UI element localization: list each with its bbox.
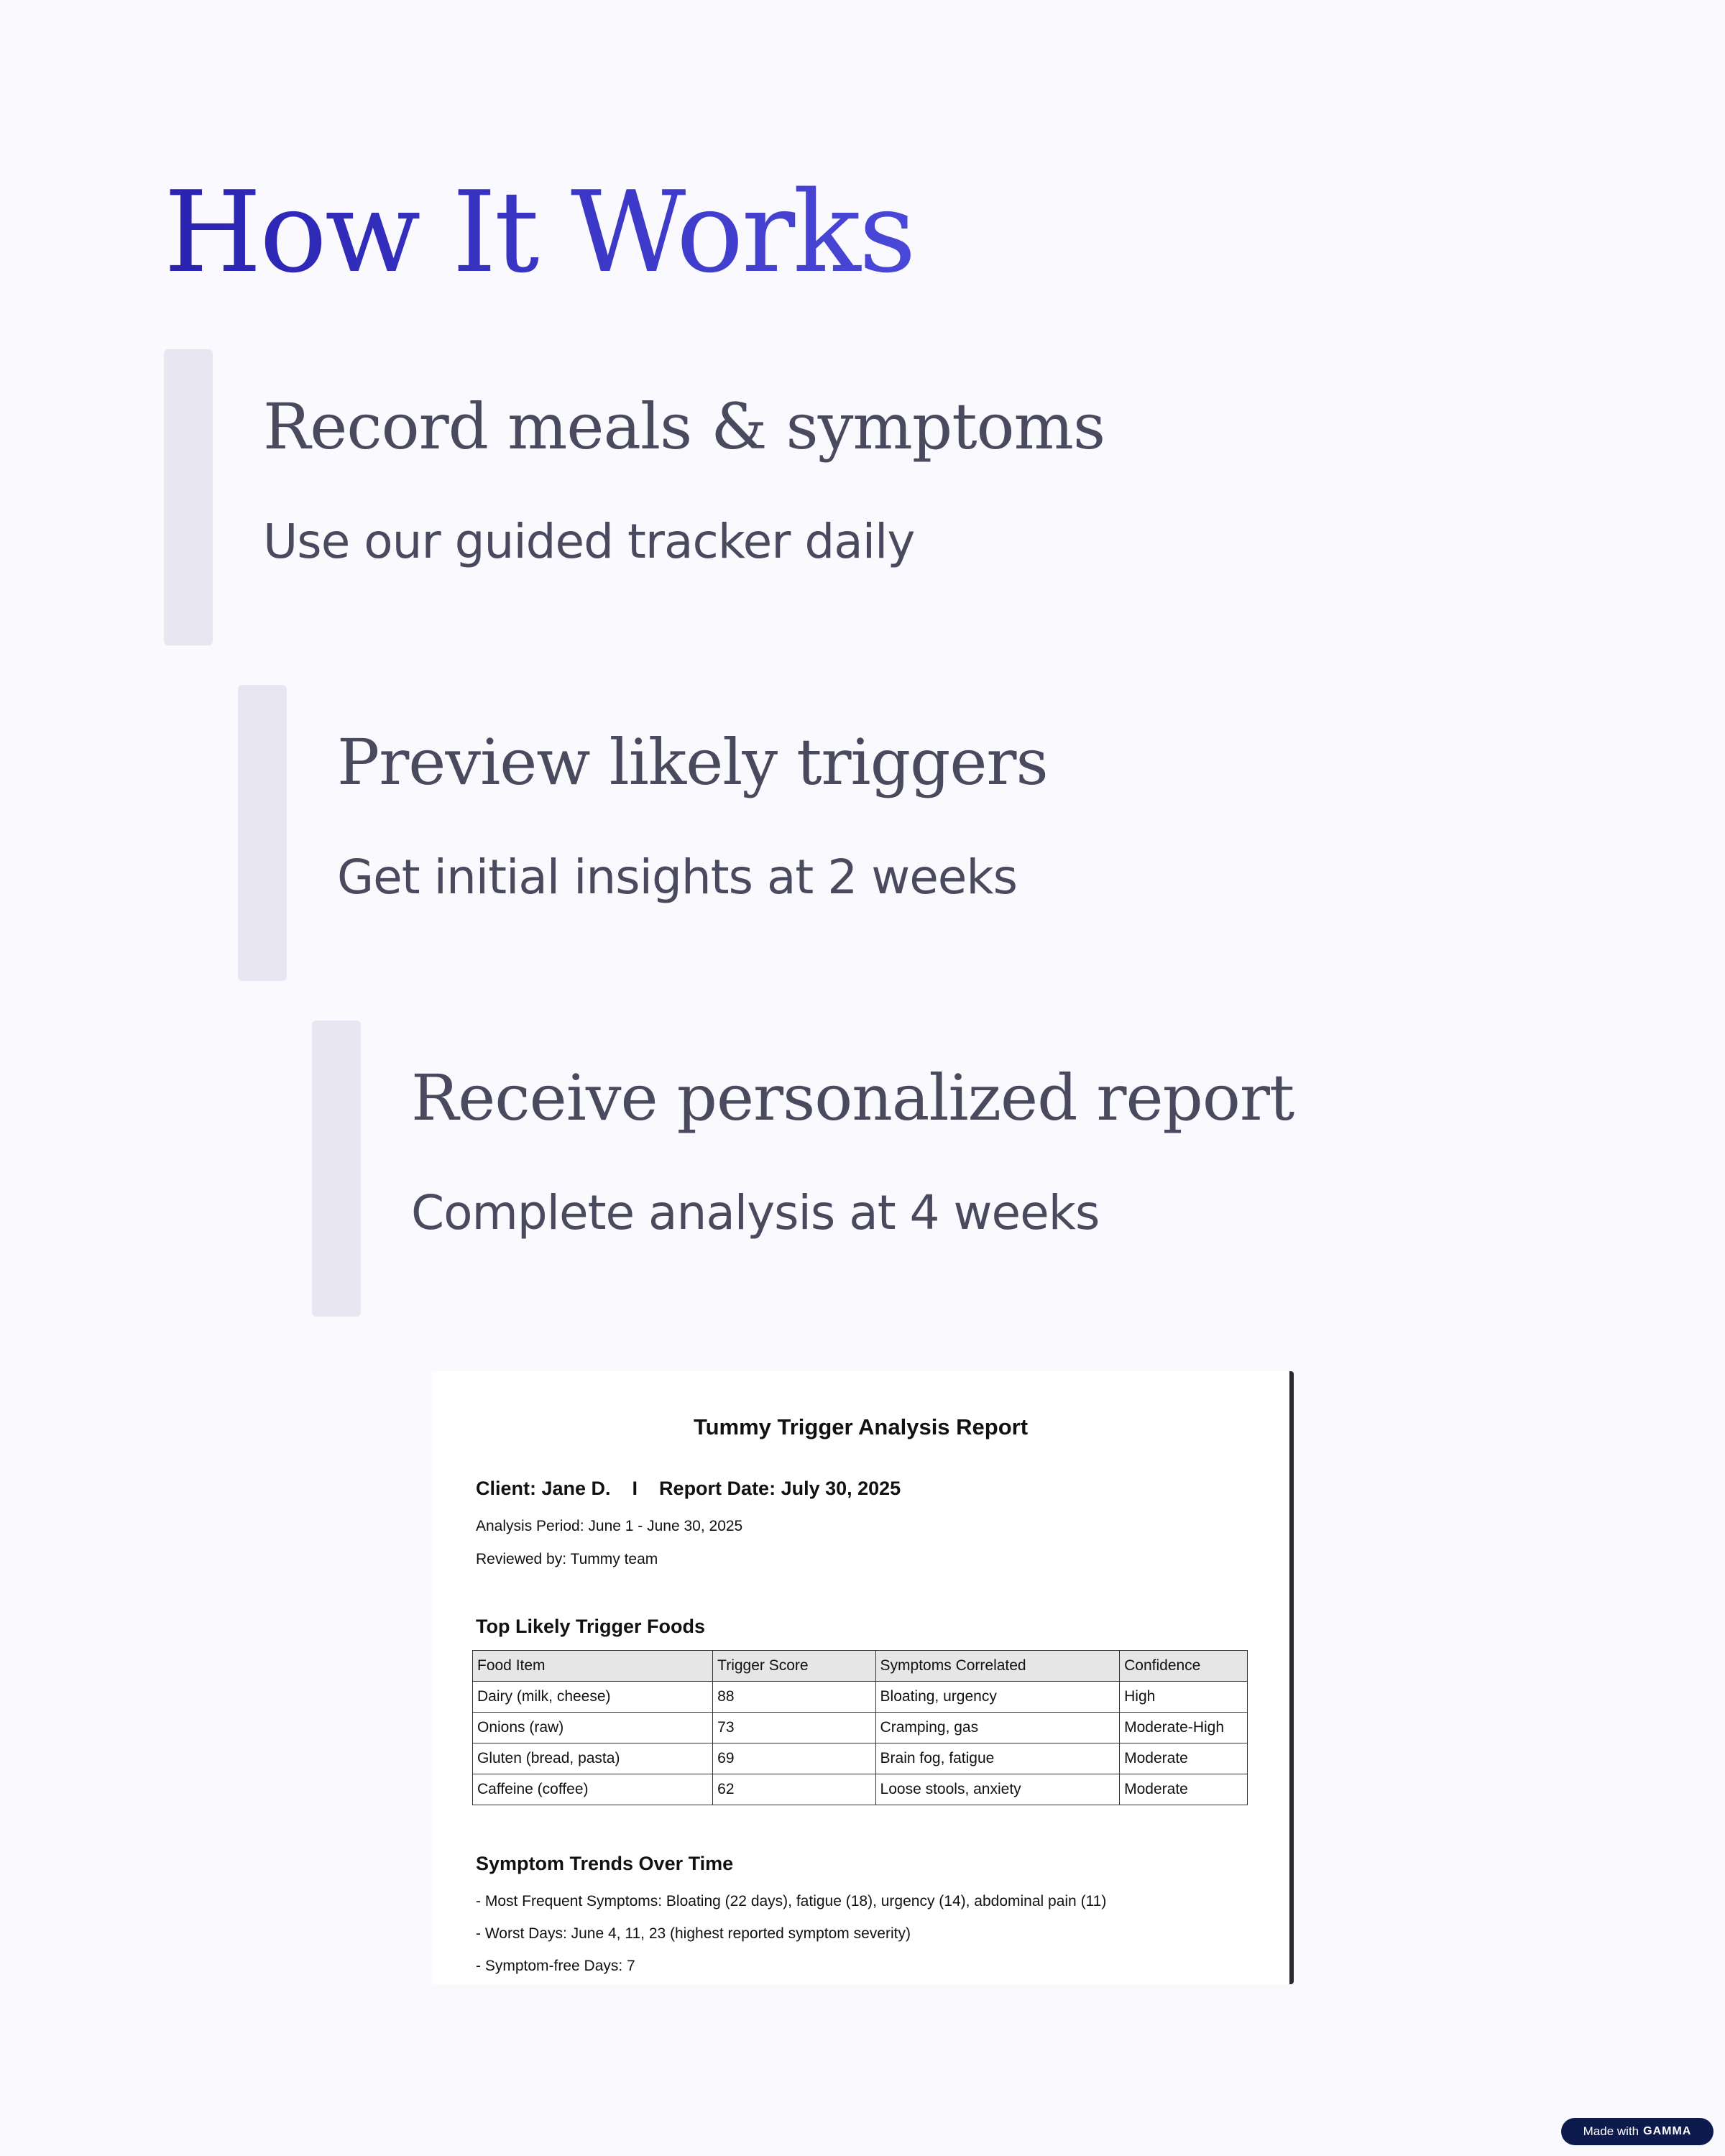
made-with-gamma-badge[interactable] — [1561, 2118, 1714, 2145]
report-trends-section-title: Symptom Trends Over Time — [476, 1853, 734, 1874]
table-row — [473, 1713, 1248, 1743]
table-cell: Cramping, gas — [875, 1713, 1120, 1743]
badge-prefix: Made with — [1583, 2124, 1639, 2138]
table-cell: Dairy (milk, cheese) — [473, 1682, 713, 1713]
table-cell: 69 — [713, 1743, 875, 1774]
table-row — [473, 1743, 1248, 1774]
step-accent-bar — [312, 1021, 361, 1317]
step-heading: Record meals & symptoms — [263, 390, 1105, 464]
report-title: Tummy Trigger Analysis Report — [693, 1414, 1029, 1439]
table-cell: Brain fog, fatigue — [875, 1743, 1120, 1774]
step-preview — [238, 685, 1316, 981]
table-cell: 62 — [713, 1774, 875, 1805]
step-receive — [312, 1021, 1433, 1317]
step-heading: Preview likely triggers — [337, 725, 1048, 799]
table-header-cell: Symptoms Correlated — [875, 1651, 1120, 1682]
table-row — [473, 1774, 1248, 1805]
trigger-foods-table — [472, 1650, 1248, 1805]
report-reviewed-by: Reviewed by: Tummy team — [476, 1551, 658, 1567]
report-foods-section-title: Top Likely Trigger Foods — [476, 1616, 706, 1637]
trend-item: - Worst Days: June 4, 11, 23 (highest reported symptom severity) — [476, 1925, 911, 1942]
gamma-logo-text: GAMMA — [1643, 2125, 1692, 2137]
report-analysis-period: Analysis Period: June 1 - June 30, 2025 — [476, 1518, 743, 1534]
table-cell: 73 — [713, 1713, 875, 1743]
table-cell: Moderate — [1120, 1774, 1248, 1805]
report-client-line: Client: Jane D. I Report Date: July 30, 2025 — [476, 1478, 901, 1499]
table-cell: Onions (raw) — [473, 1713, 713, 1743]
step-record — [164, 349, 1242, 645]
table-cell: Bloating, urgency — [875, 1682, 1120, 1713]
report-preview-image — [432, 1371, 1294, 1984]
trend-item: - Symptom-free Days: 7 — [476, 1958, 635, 1974]
table-cell: 88 — [713, 1682, 875, 1713]
step-accent-bar — [164, 349, 213, 645]
table-cell: Moderate — [1120, 1743, 1248, 1774]
step-description: Get initial insights at 2 weeks — [337, 849, 1018, 905]
table-row — [473, 1682, 1248, 1713]
table-cell: Caffeine (coffee) — [473, 1774, 713, 1805]
table-cell: Loose stools, anxiety — [875, 1774, 1120, 1805]
page-title: How It Works — [164, 157, 914, 308]
step-accent-bar — [238, 685, 287, 981]
table-cell: High — [1120, 1682, 1248, 1713]
table-header-cell: Food Item — [473, 1651, 713, 1682]
table-header-cell: Trigger Score — [713, 1651, 875, 1682]
table-cell: Gluten (bread, pasta) — [473, 1743, 713, 1774]
trend-item: - Most Frequent Symptoms: Bloating (22 days), fatigue (18), urgency (14), abdominal pain (11) — [476, 1893, 1107, 1909]
table-header-cell: Confidence — [1120, 1651, 1248, 1682]
step-description: Complete analysis at 4 weeks — [411, 1185, 1100, 1240]
step-heading: Receive personalized report — [411, 1061, 1294, 1135]
table-cell: Moderate-High — [1120, 1713, 1248, 1743]
table-header-row — [473, 1651, 1248, 1682]
step-description: Use our guided tracker daily — [263, 514, 915, 569]
